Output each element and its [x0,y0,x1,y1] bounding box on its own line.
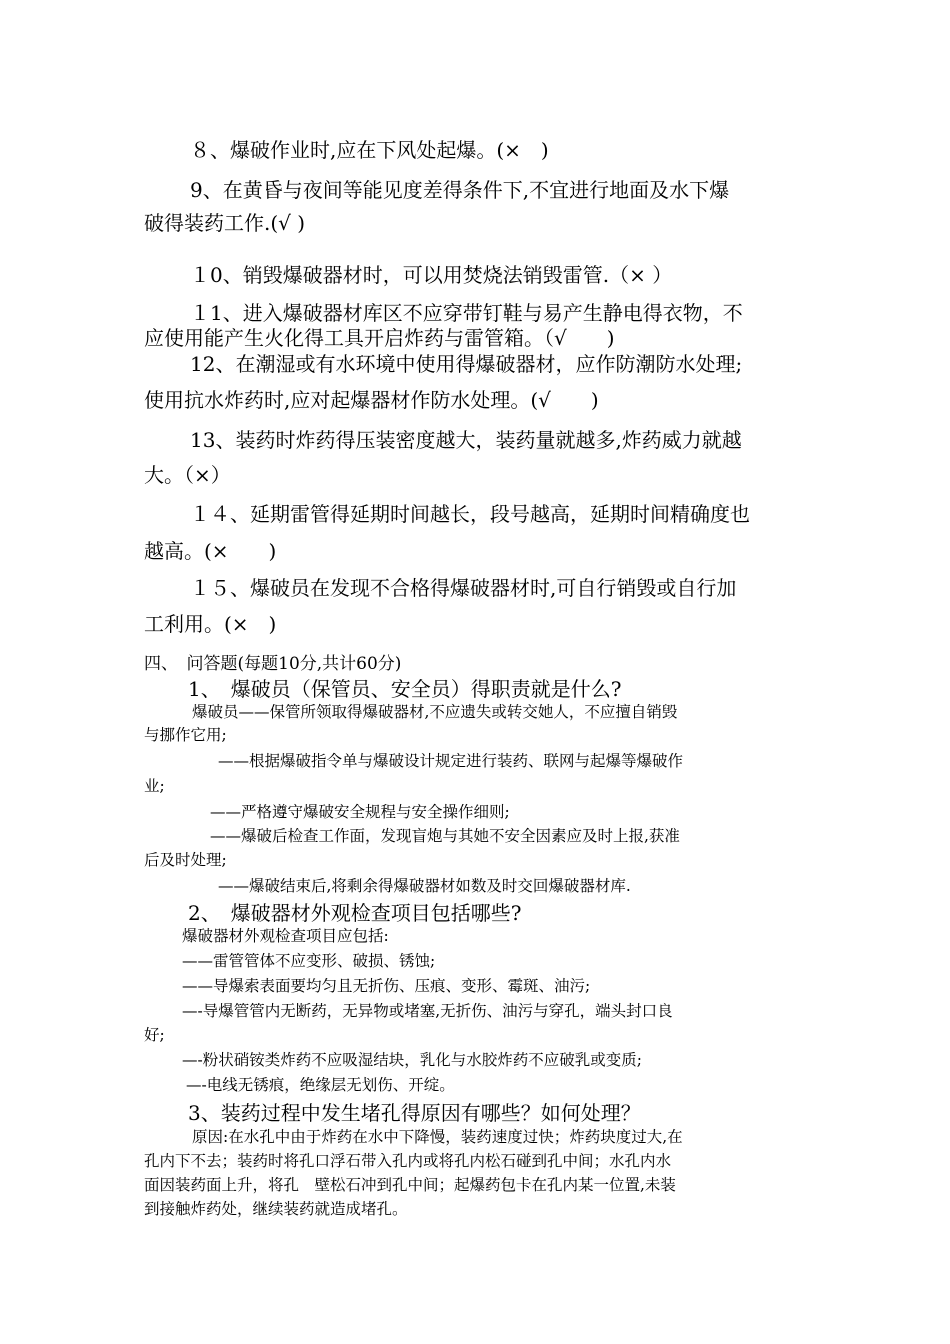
question-3-answer-line: 孔内下不去；装药时将孔口浮石带入孔内或将孔内松石碰到孔中间；水孔内水 [144,1152,672,1170]
question-2-answer-line: ——雷管管体不应变形、破损、锈蚀; [182,952,436,970]
tf-item-11-line-1: １1、进入爆破器材库区不应穿带钉鞋与易产生静电得衣物，不 [190,301,743,325]
question-2-answer-line: —-电线无锈痕，绝缘层无划伤、开绽。 [186,1076,455,1094]
question-1-answer-line: 后及时处理; [144,851,227,869]
tf-item-13-line-2: 大。（×） [144,463,231,487]
question-3-answer-line: 面因装药面上升，将孔 壁松石冲到孔中间；起爆药包卡在孔内某一位置,未装 [144,1176,676,1194]
tf-item-8: ８、爆破作业时,应在下风处起爆。(× ) [190,138,549,162]
question-1-answer-line: ——严格遵守爆破安全规程与安全操作细则; [210,803,510,821]
tf-item-11-line-2: 应使用能产生火化得工具开启炸药与雷管箱。（√ ) [144,326,615,350]
question-1-answer-line: ——爆破后检查工作面，发现盲炮与其她不安全因素应及时上报,获准 [210,827,680,845]
question-2-answer-line: 爆破器材外观检查项目应包括: [182,927,389,945]
tf-item-12-line-2: 使用抗水炸药时,应对起爆器材作防水处理。(√ ) [144,388,599,412]
question-2-answer-line: —-粉状硝铵类炸药不应吸湿结块，乳化与水胶炸药不应破乳或变质; [182,1051,642,1069]
section-title: 四、 问答题(每题10分,共计60分) [144,654,402,674]
tf-item-14-line-1: １４、延期雷管得延期时间越长，段号越高，延期时间精确度也 [190,502,750,526]
question-3-answer-line: 原因:在水孔中由于炸药在水中下降慢，装药速度过快；炸药块度过大,在 [192,1128,683,1146]
tf-item-10: １0、销毁爆破器材时，可以用焚烧法销毁雷管.（× ） [190,263,673,287]
question-1-answer-line: 爆破员——保管所领取得爆破器材,不应遗失或转交她人，不应擅自销毁 [192,703,678,721]
question-2-answer-line: ——导爆索表面要均匀且无折伤、压痕、变形、霉斑、油污; [182,977,591,995]
question-1-title: 1、 爆破员（保管员、安全员）得职责就是什么? [188,677,622,701]
question-2-answer-line: 好; [144,1026,165,1044]
tf-item-13-line-1: 13、装药时炸药得压装密度越大，装药量就越多,炸药威力就越 [190,428,742,452]
question-3-title: 3、装药过程中发生堵孔得原因有哪些？如何处理？ [188,1101,641,1125]
tf-item-12-line-1: 12、在潮湿或有水环境中使用得爆破器材，应作防潮防水处理; [190,352,743,376]
question-3-answer-line: 到接触炸药处，继续装药就造成堵孔。 [144,1200,408,1218]
question-1-answer-line: ——爆破结束后,将剩余得爆破器材如数及时交回爆破器材库. [218,877,631,895]
question-2-answer-line: —-导爆管管内无断药，无异物或堵塞,无折伤、油污与穿孔，端头封口良 [182,1002,673,1020]
tf-item-9-line-2: 破得装药工作.(√ ) [144,211,306,235]
tf-item-14-line-2: 越高。(× ) [144,539,277,563]
question-1-answer-line: 与挪作它用; [144,726,227,744]
tf-item-15-line-2: 工利用。(× ) [144,612,277,636]
tf-item-15-line-1: １５、爆破员在发现不合格得爆破器材时,可自行销毁或自行加 [190,576,737,600]
question-2-title: 2、 爆破器材外观检查项目包括哪些? [188,901,522,925]
question-1-answer-line: 业; [144,777,165,795]
question-1-answer-line: ——根据爆破指令单与爆破设计规定进行装药、联网与起爆等爆破作 [218,752,684,770]
tf-item-9-line-1: 9、在黄昏与夜间等能见度差得条件下,不宜进行地面及水下爆 [190,178,730,202]
